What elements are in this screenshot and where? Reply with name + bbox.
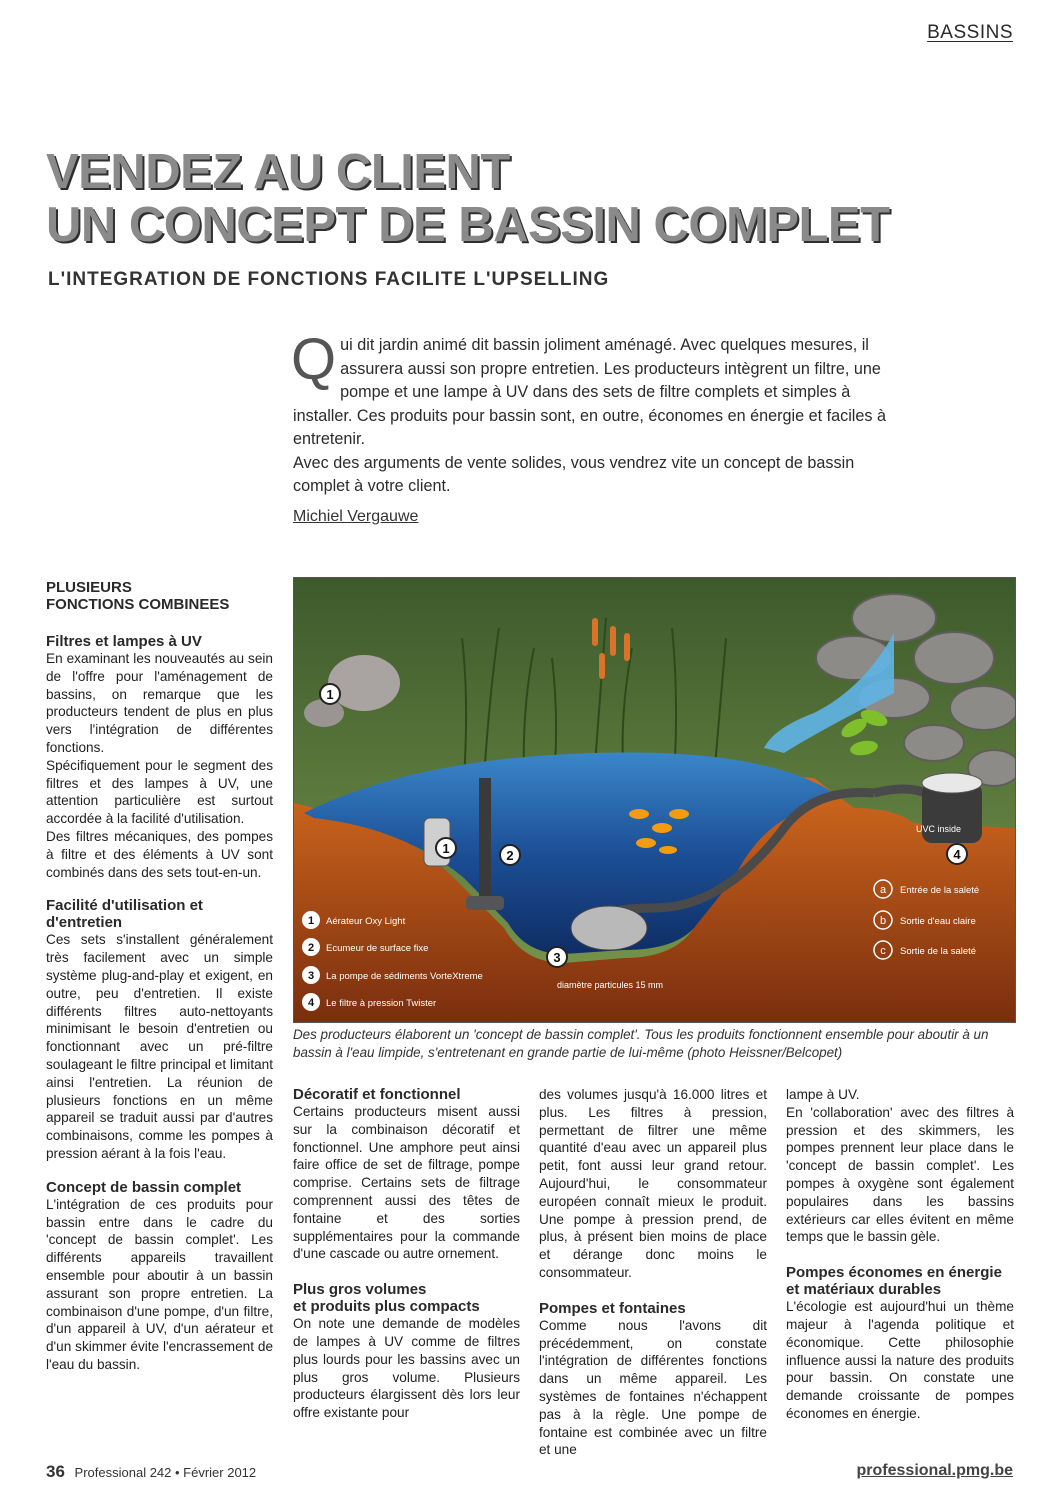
col1-paragraph: Spécifiquement pour le segment des filtres et des lampes à UV, une attention particulière est surtout accordée à la facilité d'utilisation. [46, 757, 273, 827]
svg-text:4: 4 [307, 997, 315, 1009]
pond-diagram [294, 578, 1015, 1022]
col1-paragraph: L'intégration de ces produits pour bassin entre dans le cadre du 'concept de bassin complet'. Les différents appareils travaillent ensemble pour aboutir à un bassin assurant son propre entretien. La combinaison d'une pompe, d'un filtre, d'un appareil à UV, d'un aérateur et d'un skimmer évite l'encrassement de l'eau du bassin. [46, 1196, 273, 1372]
legend-item-1: Aérateur Oxy Light [326, 916, 406, 927]
col4-subheading-line-2: et matériaux durables [786, 1281, 942, 1299]
rock-left [328, 655, 400, 711]
col2-paragraph: Certains producteurs misent aussi sur la combinaison décoratif et fonctionnel. Une amphore peut ainsi faire office de set de filtrage, pompe comprise. Certains sets de filtrage comprennent aussi des têtes de fontaine et des sorties supplémentaires pour la commande d'une cascade ou autre ornement. [293, 1104, 520, 1262]
legend-item-b: Sortie d'eau claire [900, 916, 976, 927]
page-number: 36 [46, 1462, 65, 1481]
column-1 [46, 579, 273, 1374]
article-subtitle: L'INTEGRATION DE FONCTIONS FACILITE L'UPSELLING [48, 269, 610, 290]
article-title [46, 146, 890, 252]
title-line-1: VENDEZ AU CLIENT [46, 145, 510, 199]
col1-subheading-uv: Filtres et lampes à UV [46, 633, 202, 650]
footer-website-link[interactable]: professional.pmg.be [856, 1462, 1013, 1479]
col2-subheading-line-1: Plus gros volumes [293, 1281, 427, 1299]
column-3 [539, 1086, 767, 1459]
col1-heading-line-1: PLUSIEURS [46, 579, 132, 596]
col1-heading [46, 579, 273, 613]
svg-text:4: 4 [953, 847, 961, 862]
intro-paragraph-2: Avec des arguments de vente solides, vous vendrez vite un concept de bassin complet à votre client. [293, 453, 855, 495]
column-2 [293, 1086, 520, 1422]
legend-item-4: Le filtre à pression Twister [326, 998, 437, 1009]
skimmer [479, 778, 491, 898]
uvc-label: UVC inside [916, 824, 962, 834]
section-tag: BASSINS [927, 22, 1013, 43]
legend-item-2: Ecumeur de surface fixe [326, 943, 429, 954]
col2-subheading-decor: Décoratif et fonctionnel [293, 1086, 461, 1103]
svg-text:c: c [880, 945, 886, 957]
col2-paragraph: On note une demande de modèles de lampes à UV comme de filtres plus lourds pour les bassins avec un plus gros volume. Plusieurs producteurs élargissent dès lors leur offre existante pour [293, 1316, 520, 1421]
svg-text:1: 1 [326, 687, 334, 702]
col4-subheading-line-1: Pompes économes en énergie [786, 1264, 1002, 1282]
col4-subheading-energy [786, 1264, 1014, 1298]
svg-text:b: b [879, 915, 887, 927]
col1-paragraph: Ces sets s'installent généralement très facilement avec un simple système plug-and-play et exigent, en outre, peu d'entretien. Il existe différents filtres auto-nettoyants minimisant le besoin d'entretien ou fonctionnant avec un pré-filtre soulageant le filtre principal et limitant ainsi l'entretien. La réunion de plusieurs fonctions en un même appareil se traduit aussi par d'autres combinaisons, comme les pompes à pression aérant à la fois l'eau. [46, 932, 273, 1161]
col1-subheading-ease: Facilité d'utilisation et d'entretien [46, 897, 203, 932]
col1-paragraph: En examinant les nouveautés au sein de l'offre pour l'aménagement de bassins, on remarque que les producteurs tendent de plus en plus vers l'intégration de différentes fonctions. [46, 651, 273, 755]
col1-paragraph: Des filtres mécaniques, des pompes à filtre et des éléments à UV sont combinés dans des sets tout-en-un. [46, 828, 273, 880]
legend-item-3: La pompe de sédiments VorteXtreme [326, 971, 483, 982]
col2-subheading-volumes [293, 1281, 520, 1315]
issue-info: Professional 242 • Février 2012 [74, 1465, 257, 1480]
svg-text:a: a [879, 884, 887, 896]
svg-text:2: 2 [307, 942, 315, 954]
intro-paragraph-1: ui dit jardin animé dit bassin joliment aménagé. Avec quelques mesures, il assurera aussi son propre entretien. Les producteurs intègrent un filtre, une pompe et une lampe à UV dans des sets de filtre complets et simples à installer. Ces produits pour bassin sont, en outre, économes en énergie et faciles à entretenir. [293, 336, 886, 448]
dropcap: Q [291, 327, 337, 392]
author-link[interactable]: Michiel Vergauwe [293, 508, 419, 525]
col4-paragraph: lampe à UV. [786, 1087, 860, 1102]
col4-paragraph: L'écologie est aujourd'hui un thème majeur à l'agenda politique et économique. Cette philosophie influence aussi la nature des produits pour bassin. On constate une demande croissante de pompes économes en énergie. [786, 1299, 1014, 1421]
col3-subheading-pumps: Pompes et fontaines [539, 1299, 686, 1317]
legend-item-a: Entrée de la saleté [900, 885, 980, 896]
sediment-pump [571, 906, 647, 950]
col4-paragraph: En 'collaboration' avec des filtres à pression et des skimmers, les pompes prennent leur place dans le 'concept de bassin complet'. Les pompes à oxygène sont également populaires dans les bassins extérieurs car elles évitent en même temps que le bassin gèle. [786, 1104, 1014, 1245]
col2-subheading-line-2: et produits plus compacts [293, 1298, 480, 1316]
col1-subheading-concept: Concept de bassin complet [46, 1178, 242, 1196]
particles-label: diamètre particules 15 mm [557, 980, 664, 990]
pond-illustration [293, 577, 1016, 1023]
intro-block [291, 327, 913, 499]
svg-text:1: 1 [307, 915, 315, 927]
svg-text:2: 2 [506, 848, 514, 863]
col3-paragraph: des volumes jusqu'à 16.000 litres et plus. Les filtres à pression, permettant de filtrer une même quantité d'eau avec un appareil plus petit, font aussi leur grand retour. Aujourd'hui, le consommateur européen connaît mieux le produit. Une pompe à pression prend, de plus, à présent bien moins de place et dérange donc moins le consommateur. [539, 1087, 767, 1280]
col1-heading-line-2: FONCTIONS COMBINEES [46, 596, 230, 613]
col3-paragraph: Comme nous l'avons dit précédemment, on constate l'intégration de différentes fonctions dans un même appareil. Les systèmes de fontaines n'échappent pas à la règle. Une pompe de fontaine est combinée avec un filtre et une [539, 1317, 767, 1458]
svg-text:3: 3 [307, 970, 315, 982]
svg-text:3: 3 [553, 950, 561, 965]
legend-item-c: Sortie de la saleté [900, 946, 977, 957]
column-4 [786, 1086, 1014, 1423]
title-line-2: UN CONCEPT DE BASSIN COMPLET [46, 198, 890, 252]
footer-issue [46, 1462, 256, 1482]
figure-caption: Des producteurs élaborent un 'concept de bassin complet'. Tous les produits fonctionnent ensemble pour aboutir à un bassin à l'eau limpide, s'entretenant en grande partie de lui-même (photo Heissner/Belcopet) [293, 1027, 989, 1060]
svg-text:1: 1 [442, 841, 450, 856]
